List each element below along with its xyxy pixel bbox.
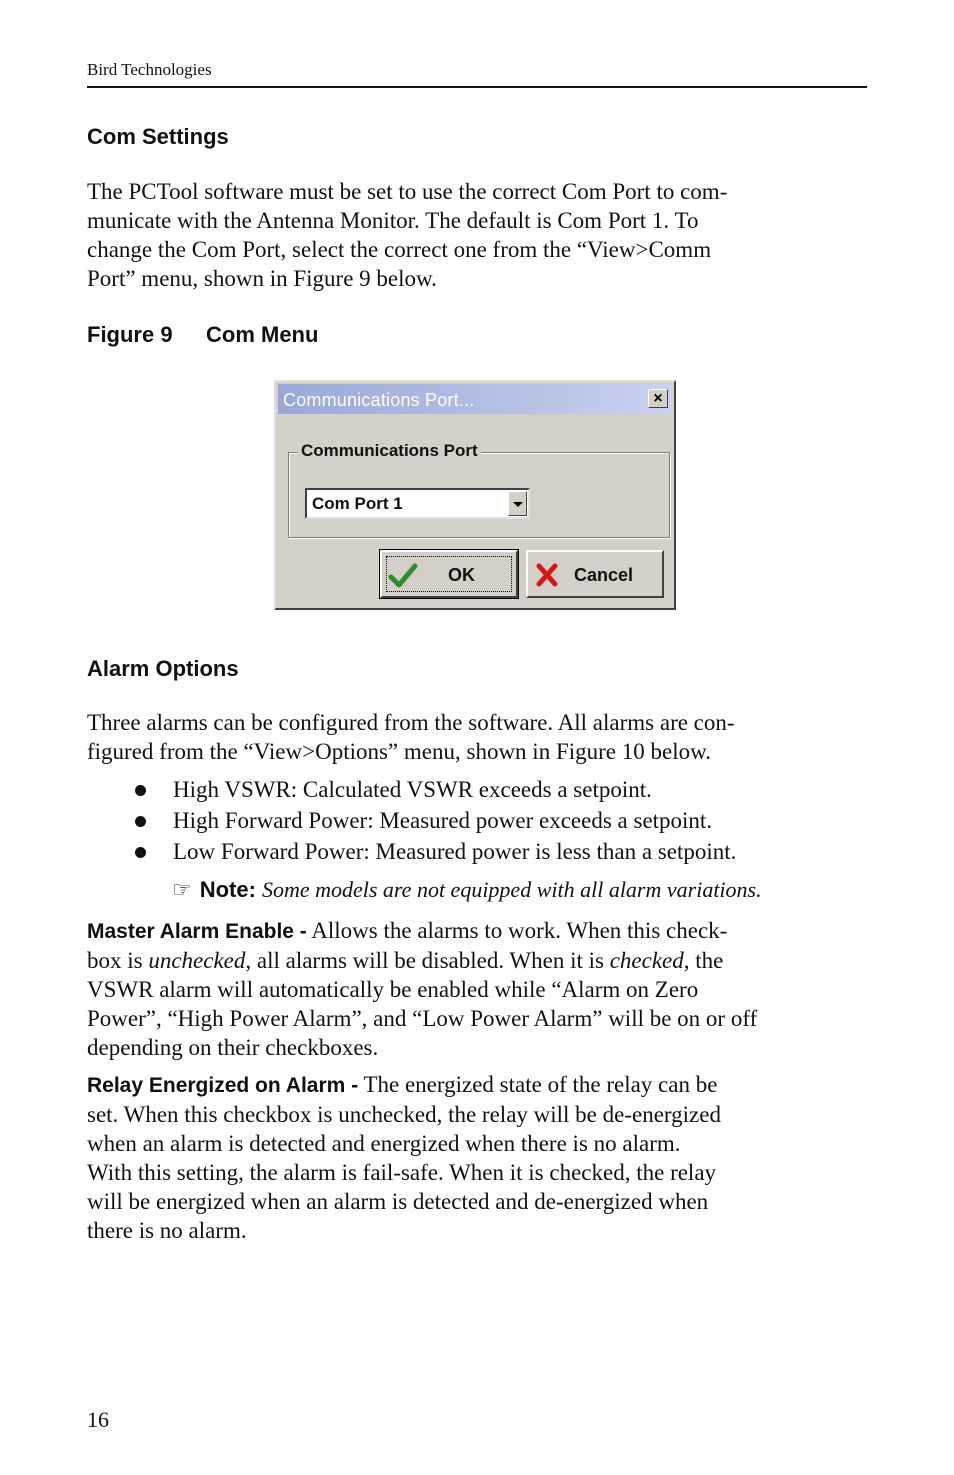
group-label: Communications Port — [298, 441, 481, 461]
running-head: Bird Technologies — [87, 60, 212, 79]
text-line: there is no alarm. — [87, 1218, 247, 1243]
com-settings-heading: Com Settings — [87, 124, 229, 149]
close-icon: × — [653, 390, 663, 407]
list-item — [130, 837, 870, 868]
text-line: change the Com Port, select the correct one from the “View>Comm — [87, 237, 712, 262]
text-line: Three alarms can be configured from the software. All alarms are con- — [87, 710, 735, 735]
text-line: Port” menu, shown in Figure 9 below. — [87, 266, 437, 291]
term-master-alarm: Master Alarm Enable - — [87, 920, 307, 943]
text-run: box is — [87, 948, 149, 973]
text-line: figured from the “View>Options” menu, shown in Figure 10 below. — [87, 739, 711, 764]
list-item-text: High Forward Power: Measured power exceeds a setpoint. — [173, 808, 713, 833]
emphasis-unchecked: unchecked — [148, 948, 246, 973]
figure-number: Figure 9 — [87, 322, 173, 347]
header-rule — [87, 86, 867, 88]
cancel-button[interactable] — [526, 550, 664, 598]
ok-label: OK — [448, 565, 475, 585]
text-run: Allows the alarms to work. When this check- — [306, 918, 728, 943]
text-line: VSWR alarm will automatically be enabled while “Alarm on Zero — [87, 977, 699, 1002]
checkmark-icon — [388, 562, 418, 590]
x-mark-icon — [534, 562, 560, 588]
list-item-text: Low Forward Power: Measured power is less than a setpoint. — [173, 839, 737, 864]
alarm-options-heading: Alarm Options — [87, 656, 239, 681]
bullet-icon — [135, 847, 146, 858]
list-item — [130, 806, 870, 837]
dialog-titlebar — [278, 384, 672, 414]
emphasis-checked: checked — [609, 948, 684, 973]
text-line: With this setting, the alarm is fail-safe. When it is checked, the relay — [87, 1160, 717, 1185]
figure-caption — [87, 322, 318, 348]
text-line: depending on their checkboxes. — [87, 1035, 379, 1060]
communications-port-dialog — [274, 380, 676, 610]
figure-title: Com Menu — [206, 322, 319, 347]
text-line: municate with the Antenna Monitor. The default is Com Port 1. To — [87, 208, 699, 233]
text-run: The energized state of the relay can be — [358, 1072, 718, 1097]
list-item-text: High VSWR: Calculated VSWR exceeds a setpoint. — [173, 777, 652, 802]
dialog-title: Communications Port... — [283, 390, 475, 410]
close-button[interactable] — [648, 389, 668, 408]
list-item — [130, 775, 870, 806]
pointing-hand-icon: ☞ — [172, 877, 192, 902]
text-line: will be energized when an alarm is detected and de-energized when — [87, 1189, 709, 1214]
page-number: 16 — [87, 1407, 109, 1432]
text-run: , all alarms will be disabled. When it is — [245, 948, 610, 973]
chevron-down-icon[interactable] — [508, 491, 527, 516]
alarm-options-intro — [87, 708, 869, 766]
note — [172, 877, 762, 903]
text-line: The PCTool software must be set to use the correct Com Port to com- — [87, 179, 728, 204]
select-value: Com Port 1 — [312, 494, 403, 513]
relay-paragraph — [87, 1070, 869, 1245]
text-line: set. When this checkbox is unchecked, the relay will be de-energized — [87, 1102, 721, 1127]
text-run: , the — [683, 948, 724, 973]
term-relay-energized: Relay Energized on Alarm - — [87, 1074, 359, 1097]
ok-button[interactable] — [380, 550, 518, 598]
cancel-label: Cancel — [574, 565, 634, 585]
alarm-list — [130, 775, 870, 868]
note-label: Note: — [199, 877, 256, 902]
note-text: Some models are not equipped with all alarm variations. — [261, 877, 762, 902]
bullet-icon — [135, 816, 146, 827]
text-line: when an alarm is detected and energized when there is no alarm. — [87, 1131, 681, 1156]
bullet-icon — [135, 785, 146, 796]
com-port-select[interactable] — [305, 488, 530, 519]
com-settings-body — [87, 177, 869, 293]
text-line: Power”, “High Power Alarm”, and “Low Power Alarm” will be on or off — [87, 1006, 758, 1031]
master-alarm-paragraph — [87, 916, 869, 1062]
